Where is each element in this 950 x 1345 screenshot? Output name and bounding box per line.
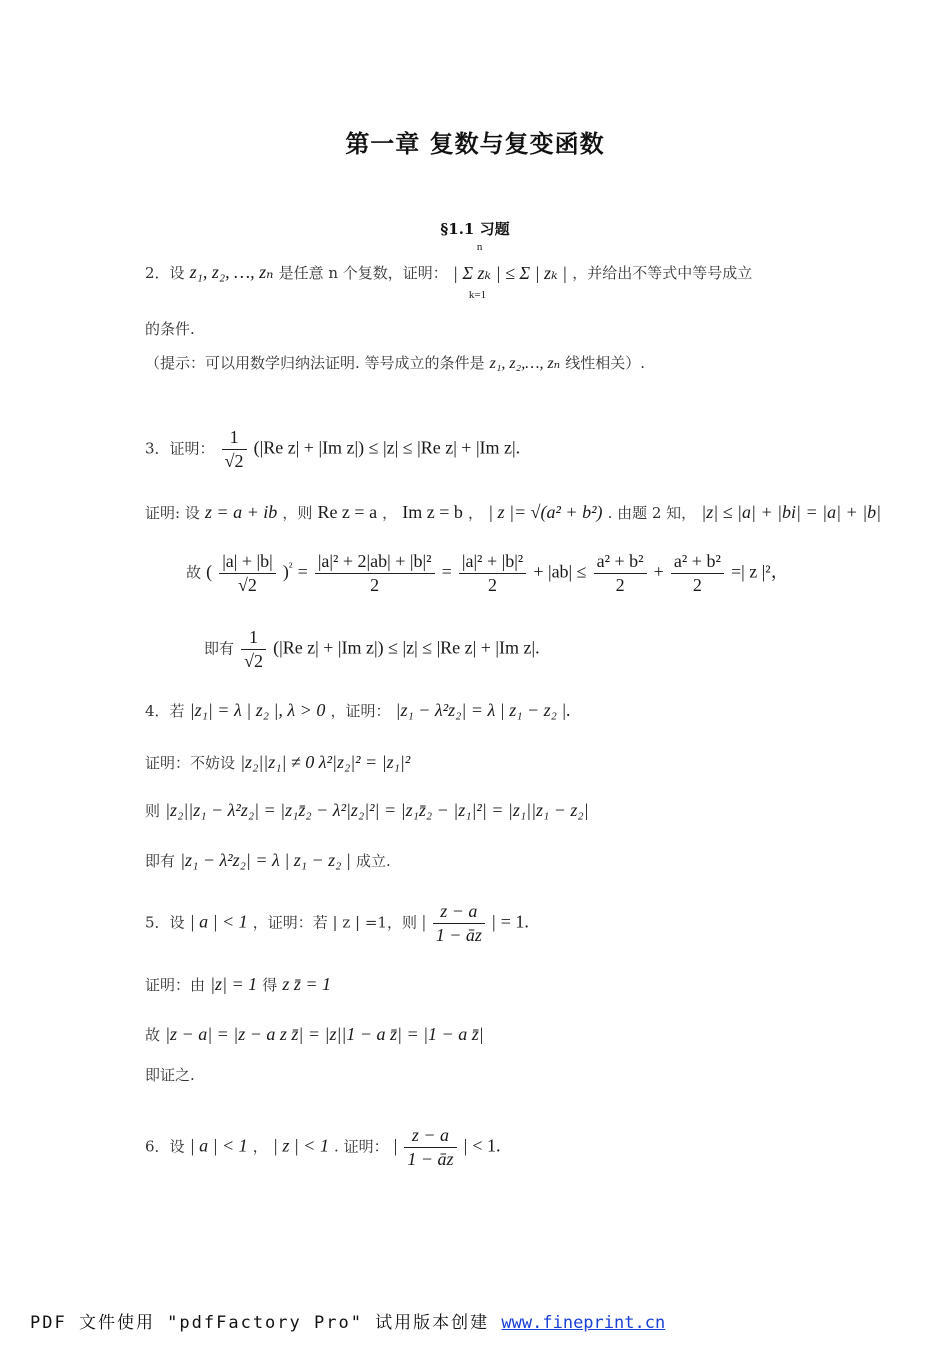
p2-vars: z₁, z₂, …, zₙ	[189, 262, 274, 282]
p3-so-frac1-den: √2	[238, 574, 257, 595]
p3-so-frac1-num: |a| + |b|	[219, 550, 276, 574]
p3-proof-eq5: |z| ≤ |a| + |bi| = |a| + |b|	[701, 502, 882, 522]
p2-text-b: 是任意 n 个复数，证明：	[278, 264, 448, 282]
p3-so-end: =| z |²，	[730, 561, 789, 582]
p2-sum-top: n	[476, 241, 483, 253]
p3-frac-den: √2	[224, 450, 244, 471]
p4-then-line	[145, 800, 589, 821]
p3-so-frac2	[315, 550, 435, 596]
p6-frac-den: 1 − āz	[407, 1148, 454, 1169]
p3-so-frac4	[594, 550, 647, 596]
p5-proof-line	[145, 974, 331, 995]
p3-so-frac5-den: 2	[692, 574, 702, 595]
p3-label: 3．证明：	[145, 439, 215, 458]
p4-label: 4．若	[145, 702, 185, 720]
p6-cond1: | a | < 1	[189, 1135, 248, 1156]
p4-proof-a: 证明：不妨设	[145, 754, 236, 772]
p3-so-frac3-num: |a|² + |b|²	[459, 550, 526, 574]
p3-expr: (|Re z| + |Im z|) ≤ |z| ≤ |Re z| + |Im z|.	[253, 437, 521, 458]
p3-proof-a: 证明: 设	[145, 504, 200, 522]
p4-thus-eq: |z₁ − λ²z₂| = λ | z₁ − z₂ |	[180, 850, 351, 870]
p2-text-c: ，并给出不等式中等号成立	[572, 264, 753, 282]
p5-frac-den: 1 − āz	[435, 924, 482, 945]
p6-end: < 1.	[472, 1135, 501, 1156]
p3-so-frac2-num: |a|² + 2|ab| + |b|²	[315, 550, 435, 574]
p6-label: 6．设	[145, 1137, 185, 1156]
p3-thus-line	[204, 626, 540, 672]
p3-so-frac1	[219, 550, 276, 596]
p4-then-label: 则	[145, 802, 161, 820]
p3-so-frac4-den: 2	[615, 574, 625, 595]
problem-2-statement	[145, 241, 753, 301]
section-heading: §1.1 习题	[440, 220, 510, 238]
p3-thus-expr: (|Re z| + |Im z|) ≤ |z| ≤ |Re z| + |Im z|.	[273, 637, 540, 658]
p6-sep: ，	[252, 1137, 268, 1156]
p3-frac	[222, 426, 247, 472]
p2-hint-vars: z₁, z₂,…, zₙ	[489, 355, 561, 372]
p5-proof-eq1: |z| = 1	[210, 974, 258, 994]
p4-claim: |z₁ − λ²z₂| = λ | z₁ − z₂ |.	[395, 700, 571, 720]
p3-so-plus-ab: + |ab| ≤	[533, 561, 587, 582]
p4-thus-end: 成立.	[355, 852, 391, 870]
p5-qed: 即证之.	[145, 1066, 195, 1084]
p3-so-frac3	[459, 550, 526, 596]
p5-so-eq: |z − a| = |z − a z z̄| = |z||1 − a z̄| = |1 − a z̄|	[165, 1024, 484, 1044]
p2-line2: 的条件.	[145, 320, 195, 338]
p3-frac-num: 1	[222, 426, 247, 450]
p3-so-frac5-num: a² + b²	[671, 550, 724, 574]
p3-proof-eq3: Im z = b	[402, 502, 463, 522]
p3-so-frac4-num: a² + b²	[594, 550, 647, 574]
p5-proof-a: 证明：由	[145, 976, 206, 994]
p5-so-label: 故	[145, 1026, 161, 1044]
p2-hint	[145, 352, 645, 373]
p4-proof-eq1: |z₂||z₁| ≠ 0 λ²|z₂|² = |z₁|²	[240, 752, 411, 772]
chapter-title: 第一章 复数与复变函数	[345, 129, 605, 158]
p2-hint-a: （提示：可以用数学归纳法证明. 等号成立的条件是	[145, 354, 485, 372]
p3-thus-frac-num: 1	[241, 626, 266, 650]
p3-so-label: 故	[186, 563, 202, 582]
problem-6-statement: 6．设 | a | < 1 ， | z | < 1 . 证明： | $\frac{z - a}{1 - āz}$ | < 1.	[145, 1125, 501, 1169]
footer-text: PDF 文件使用 "pdfFactory Pro" 试用版本创建	[30, 1313, 490, 1333]
p3-so-square: ²	[288, 560, 293, 575]
p6-cond2: | z | < 1	[272, 1135, 329, 1156]
p6-frac	[404, 1124, 456, 1170]
p4-then-eq: |z₂||z₁ − λ²z₂| = |z₁z̄₂ − λ²|z₂|²| = |z₁z̄₂ − |z₁|²| = |z₁||z₁ − z₂|	[165, 800, 589, 820]
p3-proof-b: ，则	[282, 504, 313, 522]
p3-proof-d: ，	[468, 504, 484, 522]
p5-frac	[433, 900, 485, 946]
p6-mid: . 证明：	[334, 1137, 389, 1156]
p5-proof-b: 得	[262, 976, 278, 994]
p3-proof-line	[145, 502, 881, 523]
p4-proof-line	[145, 752, 410, 773]
p5-cond: | a | < 1	[189, 911, 248, 932]
p5-label: 5．设	[145, 913, 185, 932]
p4-cond: |z₁| = λ | z₂ |, λ > 0	[189, 700, 326, 720]
p3-proof-e: . 由题 2 知，	[607, 504, 697, 522]
p5-mid: ，证明：若 | z | =1，则	[252, 913, 417, 932]
p2-text-a: 2．设	[145, 264, 185, 282]
p3-proof-eq1: z = a + ib	[204, 502, 278, 522]
p5-end: = 1.	[500, 911, 529, 932]
footer-link[interactable]: www.fineprint.cn	[501, 1313, 666, 1333]
p4-mid: ，证明：	[330, 702, 391, 720]
p3-so-line: 故 ( $\frac{|a| + |b|}{√2}$ )$^{^2}$ = $\frac{\text{|a|² + 2|ab| + |b|²}}{2}$ = $\frac{\text{|a|² + |b|²}}{2}$ + |ab| ≤ $\frac{\text{a² + b²}}{2}$ + $\frac{\text{a² + b²}}{2}$ =| z |²，	[186, 551, 789, 595]
p3-thus-label: 即有	[204, 639, 235, 658]
p4-thus-line	[145, 850, 391, 871]
p3-thus-frac-den: √2	[244, 650, 263, 671]
p6-frac-num: z − a	[404, 1124, 456, 1148]
pdf-footer	[30, 1308, 665, 1333]
problem-3-statement	[145, 426, 520, 472]
p2-inequality: | Σ zₖ | ≤ Σ | zₖ |	[452, 263, 568, 283]
p2-hint-b: 线性相关）.	[565, 354, 646, 372]
p5-so-line	[145, 1024, 484, 1045]
p5-proof-eq2: z z̄ = 1	[282, 974, 332, 994]
p3-thus-frac	[241, 626, 266, 672]
p2-sum-bottom: k=1	[468, 289, 487, 301]
problem-5-statement: 5．设 | a | < 1 ，证明：若 | z | =1，则 | $\frac{z - a}{1 - āz}$ | = 1.	[145, 901, 529, 945]
problem-4-statement	[145, 700, 571, 721]
p3-so-frac2-den: 2	[370, 574, 380, 595]
p3-proof-eq2: Re z = a	[317, 502, 378, 522]
p3-proof-c: ，	[382, 504, 398, 522]
p3-so-frac5	[671, 550, 724, 596]
p5-frac-num: z − a	[433, 900, 485, 924]
p3-proof-eq4: | z |= √(a² + b²)	[488, 502, 603, 522]
p4-thus-label: 即有	[145, 852, 176, 870]
p3-so-frac3-den: 2	[488, 574, 498, 595]
